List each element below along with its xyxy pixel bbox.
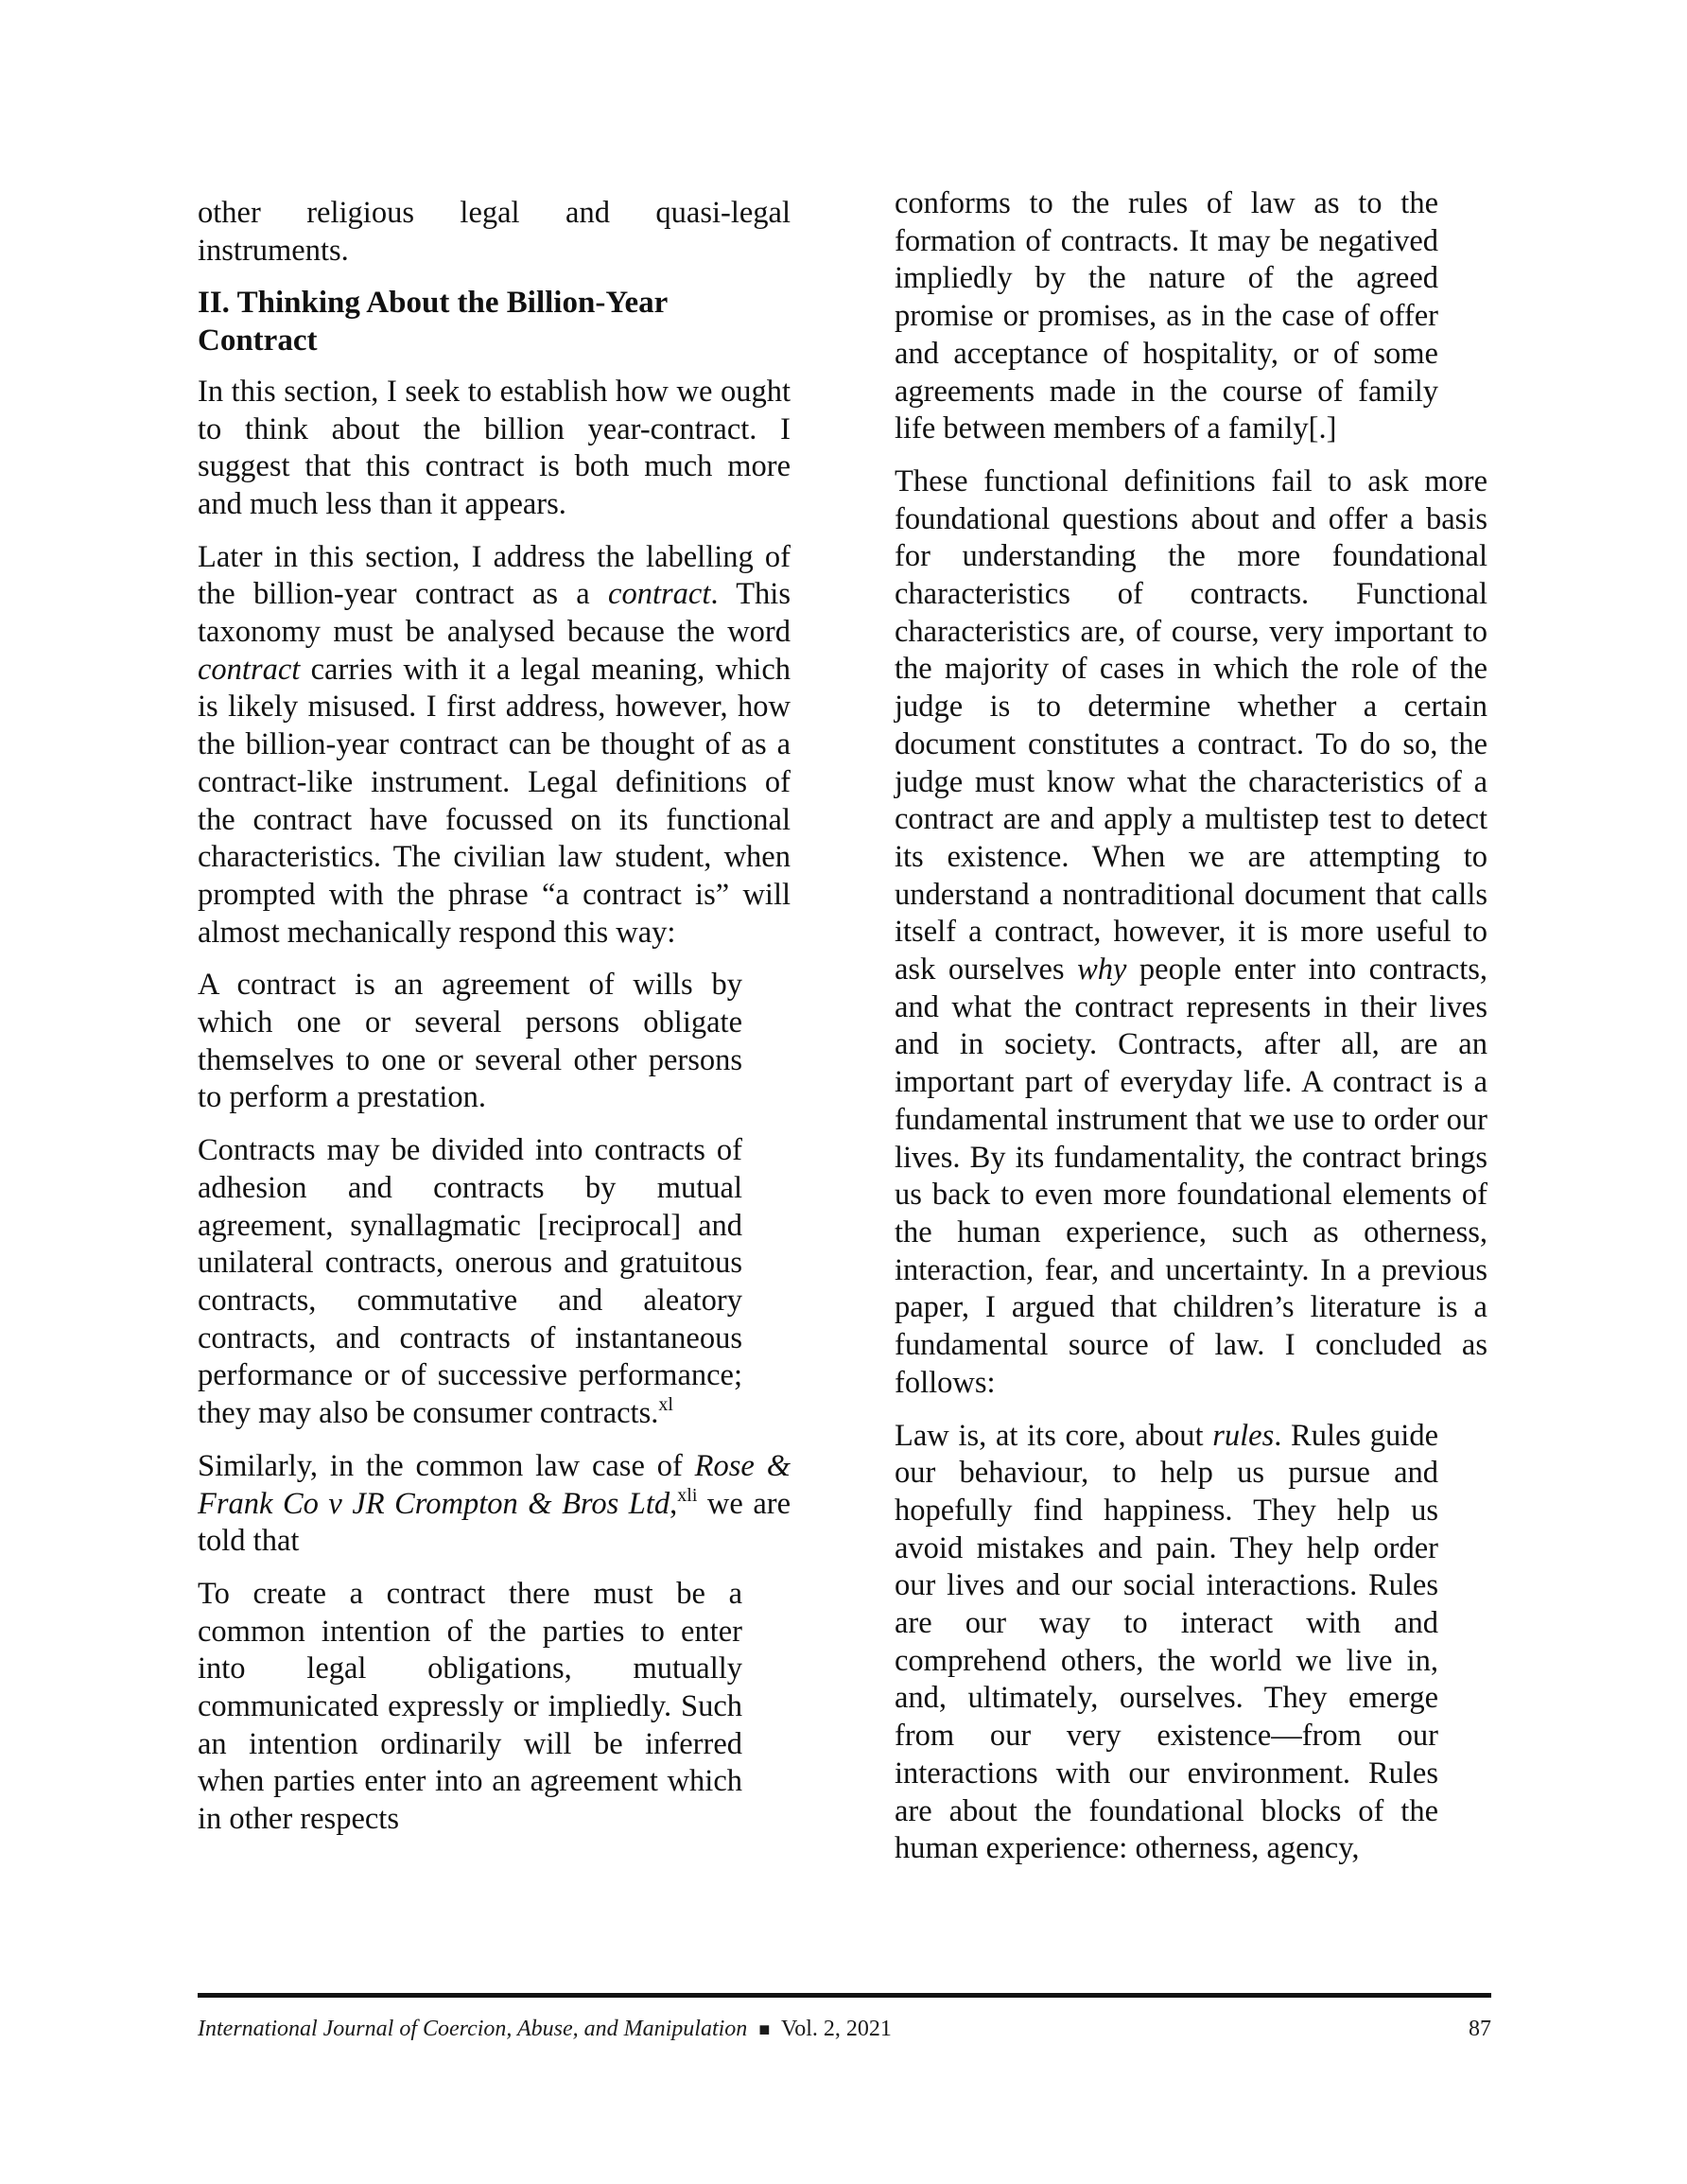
paragraph (198, 1448, 791, 1561)
section-heading: II. Thinking About the Billion-Year Contract (198, 286, 668, 358)
footer-rule (198, 1993, 1491, 1998)
block-quote-continued: conforms to the rules of law as to the formation of contracts. It may be negatived impliedly by the nature of the agreed promise or promises, as in the case of offer and acceptance of hospitality, or of some agreements made in the course of family life between members of a family[.] (895, 186, 1438, 446)
text-run: . This taxonomy must be analysed because the word (198, 577, 791, 650)
text-run: carries with it a legal meaning, which is likely misused. I first address, however, how the billion-year contract can be thought of as a contract-like instrument. Legal definitions of the contract have focussed on its functional characteristics. The civilian law student, when prompted with the phrase “a contract is” will almost mechanically respond this way: (198, 652, 791, 950)
footnote-marker[interactable]: xl (658, 1394, 673, 1416)
italic-term: contract (198, 652, 301, 687)
block-quote: To create a contract there must be a common intention of the parties to enter into legal obligations, mutually communicated expressly or impliedly. Such an intention ordinarily will be inferred when parties enter into an agreement which in other respects (198, 1576, 742, 1837)
text-run: we are told that (198, 1486, 791, 1559)
text-run: . Rules guide our behaviour, to help us pursue and hopefully find happiness. They help us avoid mistakes and pain. They help order our lives and our social interactions. Rules are our way to interact with and comprehend others, the world we live in, and, ultimately, ourselves. They emerge from our very existence—from our interactions with our environment. Rules are about the foundational blocks of the human experience: otherness, agency, (895, 1418, 1438, 1866)
italic-term: contract (608, 577, 711, 612)
text-run: These functional definitions fail to ask more foundational questions about and offer a basis for understanding the more foundational characteristics of contracts. Functional characteristics are, of course, very important to the majority of cases in which the role of the judge is to determine whether a certain document constitutes a contract. To do so, the judge must know what the characteristics of a contract are and apply a multistep test to detect its existence. When we are attempting to understand a nontraditional document that calls itself a contract, however, it is more useful to ask ourselves (895, 463, 1487, 987)
case-name: Rose & Frank Co v JR Crompton & Bros Ltd (198, 1448, 791, 1521)
text-run: people enter into contracts, and what the contract represents in their lives and in society. Contracts, after all, are an important part of everyday life. A contract is a fundamental instrument that we use to order our lives. By its fundamentality, the contract brings us back to even more foundational elements of the human experience, such as otherness, interaction, fear, and uncertainty. In a previous paper, I argued that children’s literature is a fundamental source of law. I concluded as follows: (895, 952, 1487, 1400)
block-quote (895, 1418, 1438, 1868)
volume-info: Vol. 2, 2021 (780, 2017, 892, 2041)
paragraph (198, 539, 791, 952)
left-column (198, 195, 791, 1854)
footer-citation (198, 2015, 892, 2044)
footnote-marker[interactable]: xli (677, 1484, 698, 1506)
block-quote (198, 1132, 742, 1433)
intro-fragment: other religious legal and quasi-legal instruments. (198, 196, 791, 268)
square-separator-icon: ■ (758, 2019, 771, 2040)
paragraph: In this section, I seek to establish how we ought to think about the billion year-contract. I suggest that this contract is both much more and much less than it appears. (198, 374, 791, 521)
italic-term: why (1077, 952, 1127, 987)
text-run: , (670, 1486, 678, 1521)
text-run: Contracts may be divided into contracts of adhesion and contracts by mutual agreement, synallagmatic [reciprocal] and unilateral contracts, onerous and gratuitous contracts, commutative and aleatory contracts, and contracts of instantaneous performance or of successive performance; they may also be consumer contracts. (198, 1133, 742, 1431)
italic-term: rules (1212, 1418, 1275, 1453)
page-number: 87 (1469, 2017, 1491, 2041)
paragraph (895, 463, 1487, 1403)
text-run: Law is, at its core, about (895, 1418, 1213, 1453)
right-column (895, 185, 1487, 1883)
text-run: Later in this section, I address the labelling of the billion-year contract as a (198, 539, 791, 612)
text-run: Similarly, in the common law case of (198, 1448, 695, 1483)
journal-title: International Journal of Coercion, Abuse, and Manipulation (198, 2017, 748, 2041)
page-footer (198, 2015, 1491, 2044)
block-quote: A contract is an agreement of wills by which one or several persons obligate themselves to one or several other persons to perform a prestation. (198, 968, 742, 1115)
